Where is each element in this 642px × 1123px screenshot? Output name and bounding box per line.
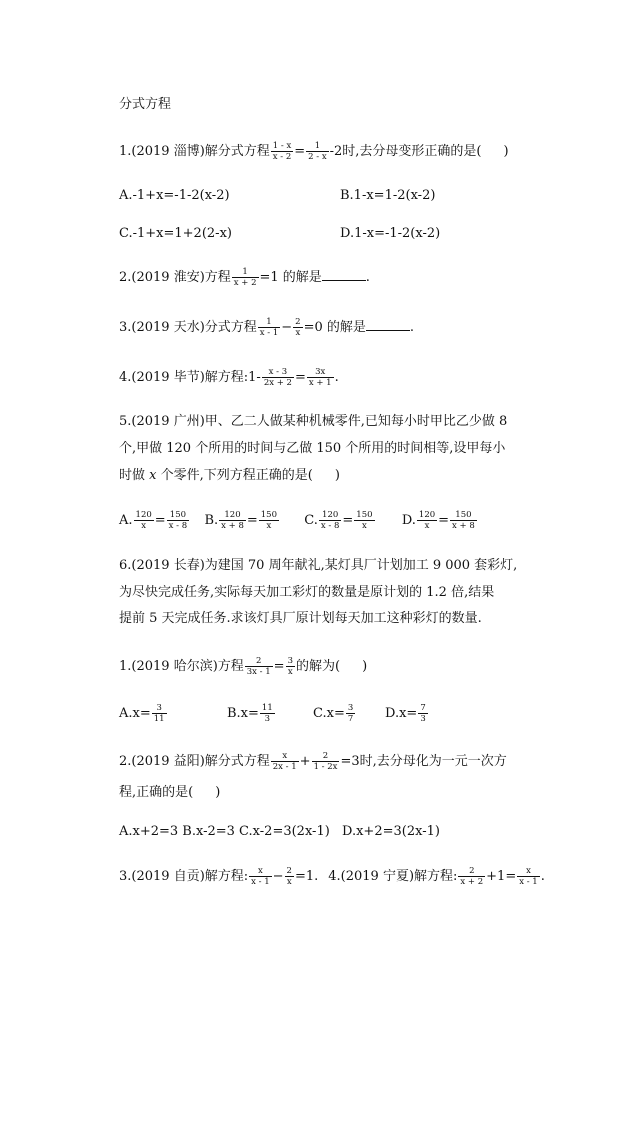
q1-equals: = [294, 144, 306, 159]
p1-f1-num: 2 [245, 656, 273, 667]
q5-a-n1: 120 [135, 510, 152, 520]
q2-f-num: 1 [232, 267, 259, 278]
q4-end: . [334, 370, 339, 385]
q1-f2-den: 2 - x [308, 152, 327, 162]
p2-f1-den: 2x - 1 [272, 762, 297, 772]
p1-d-den: 3 [420, 714, 426, 724]
p1-text-b: 的解为( [295, 659, 341, 674]
practice-3-4-stem [119, 866, 545, 887]
p1-a-frac [152, 703, 167, 724]
q1-f2-num: 1 [306, 141, 328, 152]
q2-fraction [232, 267, 259, 288]
q3-f1-num: 1 [258, 317, 280, 328]
p1-text-a: 1.(2019 哈尔滨)方程 [119, 659, 244, 674]
p2-options-abc: A.x+2=3 B.x-2=3 C.x-2=3(2x-1) [119, 824, 330, 839]
q2-answer-blank [322, 268, 366, 281]
q5-b-n1: 120 [219, 510, 246, 521]
practice-2-line-2 [119, 783, 220, 803]
q4-f1-den: 2x + 2 [263, 378, 292, 388]
p3-fraction-1 [249, 866, 271, 887]
q3-text-b: =0 的解是 [303, 320, 366, 335]
p1-c-den: 7 [347, 714, 354, 724]
p2-f2-den: 1 - 2x [313, 762, 338, 772]
q5-line3-text-a: 时做 [119, 468, 150, 483]
p1-f2-num: 3 [287, 656, 293, 666]
q5-d-frac-1 [417, 510, 437, 531]
q5-option-a [119, 510, 190, 531]
q5-options [119, 510, 478, 531]
p2-plus: + [299, 754, 311, 769]
q5-b-frac-2 [259, 510, 279, 531]
p1-c-num: 3 [347, 703, 354, 713]
p3-f2-den: x [286, 877, 292, 887]
q1-f1-num: 1 - x [272, 141, 292, 151]
q3-f1-den: x - 1 [259, 328, 279, 338]
p2-close-paren: ) [215, 785, 221, 800]
q1-option-d: D.1-x=-1-2(x-2) [340, 226, 441, 241]
q3-f2-den: x [295, 328, 301, 338]
q1-text-a: 1.(2019 淄博)解分式方程 [119, 144, 270, 159]
q5-c-eq: = [342, 513, 354, 528]
practice-1-stem [119, 656, 367, 677]
q4-f2-num: 3x [307, 367, 334, 378]
q5-option-c [304, 510, 375, 531]
q1-option-a: A.-1+x=-1-2(x-2) [119, 188, 230, 203]
p2-f1-num: x [271, 751, 299, 762]
q5-c-d2: x [362, 521, 367, 531]
q3-minus: − [281, 320, 293, 335]
q5-c-label: C. [304, 513, 318, 528]
question-4-stem [119, 367, 339, 388]
p1-fraction-2 [286, 656, 295, 677]
q3-fraction-2 [293, 317, 302, 338]
q5-d-eq: = [438, 513, 450, 528]
q2-text-b: =1 的解是 [259, 270, 322, 285]
p1-a-den: 11 [153, 714, 165, 724]
q5-line3-text-b: 个零件,下列方程正确的是( [156, 468, 313, 483]
q3-end: . [409, 320, 415, 335]
question-3-stem [119, 317, 414, 338]
q5-c-frac-2 [354, 510, 374, 531]
q5-d-frac-2 [450, 510, 477, 531]
p1-b-num: 11 [261, 703, 273, 713]
q3-answer-blank [366, 318, 410, 331]
p4-text-a: 4.(2019 宁夏)解方程: [328, 869, 458, 884]
p1-d-num: 7 [420, 703, 426, 713]
p1-option-c [313, 703, 356, 724]
p1-d-frac [418, 703, 427, 724]
q2-end: . [365, 270, 370, 285]
q3-fraction-1 [258, 317, 280, 338]
q5-close-paren: ) [334, 468, 340, 483]
p1-f2-den: x [287, 667, 293, 677]
q5-c-n1: 120 [319, 510, 341, 521]
q4-text-a: 4.(2019 毕节)解方程:1- [119, 370, 261, 385]
q5-b-d1: x + 8 [221, 521, 244, 531]
q5-a-frac-2 [167, 510, 189, 531]
q1-close-paren: ) [503, 144, 509, 159]
p4-end: . [540, 869, 545, 884]
q5-c-frac-1 [319, 510, 341, 531]
p4-g1-num: 2 [458, 866, 485, 877]
question-5-line-3 [119, 465, 340, 487]
p1-f1-den: 3x - 1 [246, 667, 271, 677]
q3-text-a: 3.(2019 天水)分式方程 [119, 320, 257, 335]
p1-option-a [119, 703, 168, 724]
p1-b-label: B.x= [227, 706, 259, 721]
question-1-stem [119, 141, 509, 162]
practice-2-stem [119, 751, 507, 772]
q1-f1-den: x - 2 [272, 152, 292, 162]
p4-g2-den: x - 1 [519, 877, 538, 887]
q1-text-b: -2时,去分母变形正确的是( [329, 144, 482, 159]
p3-minus: − [272, 869, 284, 884]
p2-fraction-2 [312, 751, 340, 772]
p3-text-b: =1. [294, 869, 319, 884]
q5-d-d2: x + 8 [452, 521, 475, 531]
q5-b-eq: = [246, 513, 258, 528]
q5-option-b [204, 510, 280, 531]
q5-c-n2: 150 [356, 510, 373, 520]
p2-text-b: =3时,去分母化为一元一次方 [340, 754, 507, 769]
q5-variable: x [149, 468, 157, 483]
p1-fraction-1 [245, 656, 273, 677]
p3-f1-num: x [249, 866, 271, 877]
p3-fraction-2 [285, 866, 294, 887]
p3-text-a: 3.(2019 自贡)解方程: [119, 869, 249, 884]
q4-equals: = [294, 370, 306, 385]
question-6-line-3: 提前 5 天完成任务.求该灯具厂原计划每天加工这种彩灯的数量. [119, 611, 482, 626]
p1-option-d [385, 703, 429, 724]
q5-a-n2: 150 [167, 510, 189, 521]
q5-b-d2: x [266, 521, 272, 531]
p1-option-b [227, 703, 276, 724]
p2-fraction-1 [271, 751, 299, 772]
question-6-line-2: 为尽快完成任务,实际每天加工彩灯的数量是原计划的 1.2 倍,结果 [119, 585, 495, 600]
q1-fraction-2 [306, 141, 328, 162]
p1-a-label: A.x= [119, 706, 151, 721]
q4-fraction-2 [307, 367, 334, 388]
p1-c-label: C.x= [313, 706, 345, 721]
p1-d-label: D.x= [385, 706, 418, 721]
p2-text-a: 2.(2019 益阳)解分式方程 [119, 754, 270, 769]
q5-b-n2: 150 [260, 510, 277, 520]
q4-f1-num: x - 3 [262, 367, 294, 378]
q5-a-frac-1 [134, 510, 154, 531]
q5-c-d1: x - 8 [320, 521, 340, 531]
question-6-line-1: 6.(2019 长春)为建国 70 周年献礼,某灯具厂计划加工 9 000 套彩灯, [119, 558, 518, 573]
q1-option-b: B.1-x=1-2(x-2) [340, 188, 436, 203]
q2-f-den: x + 2 [233, 278, 257, 288]
q5-d-d1: x [424, 521, 430, 531]
p1-c-frac [346, 703, 355, 724]
q3-f2-num: 2 [295, 317, 301, 327]
question-5-line-2: 个,甲做 120 个所用的时间与乙做 150 个所用的时间相等,设甲每小 [119, 441, 506, 456]
q5-a-eq: = [154, 513, 166, 528]
p4-g2-num: x [517, 866, 539, 877]
q5-a-d1: x [141, 521, 147, 531]
q5-d-label: D. [401, 513, 416, 528]
p3-f2-num: 2 [286, 866, 292, 876]
p2-f2-num: 2 [312, 751, 340, 762]
q1-fraction-1 [271, 141, 293, 162]
q4-f2-den: x + 1 [308, 378, 332, 388]
p1-a-num: 3 [152, 703, 167, 714]
q5-b-label: B. [204, 513, 219, 528]
p2-option-d: D.x+2=3(2x-1) [342, 824, 440, 839]
p4-text-b: +1= [486, 869, 517, 884]
q5-d-n1: 120 [418, 510, 436, 520]
p3-f1-den: x - 1 [251, 877, 270, 887]
q2-text-a: 2.(2019 淮安)方程 [119, 270, 231, 285]
p1-b-frac [260, 703, 275, 724]
p2-line2-text: 程,正确的是( [119, 785, 194, 800]
q5-a-label: A. [119, 513, 133, 528]
q5-d-n2: 150 [450, 510, 477, 521]
p1-close-paren: ) [362, 659, 368, 674]
p1-b-den: 3 [264, 714, 271, 724]
q1-option-c: C.-1+x=1+2(2-x) [119, 226, 232, 241]
p4-fraction-1 [458, 866, 485, 887]
p1-equals: = [273, 659, 285, 674]
q4-fraction-1 [262, 367, 294, 388]
question-5-line-1: 5.(2019 广州)甲、乙二人做某种机械零件,已知每小时甲比乙少做 8 [119, 414, 508, 429]
p4-g1-den: x + 2 [460, 877, 484, 887]
page-title: 分式方程 [119, 97, 172, 112]
q5-option-d [401, 510, 478, 531]
q5-a-d2: x - 8 [168, 521, 188, 531]
question-2-stem [119, 267, 370, 288]
p4-fraction-2 [517, 866, 539, 887]
q5-b-frac-1 [219, 510, 246, 531]
